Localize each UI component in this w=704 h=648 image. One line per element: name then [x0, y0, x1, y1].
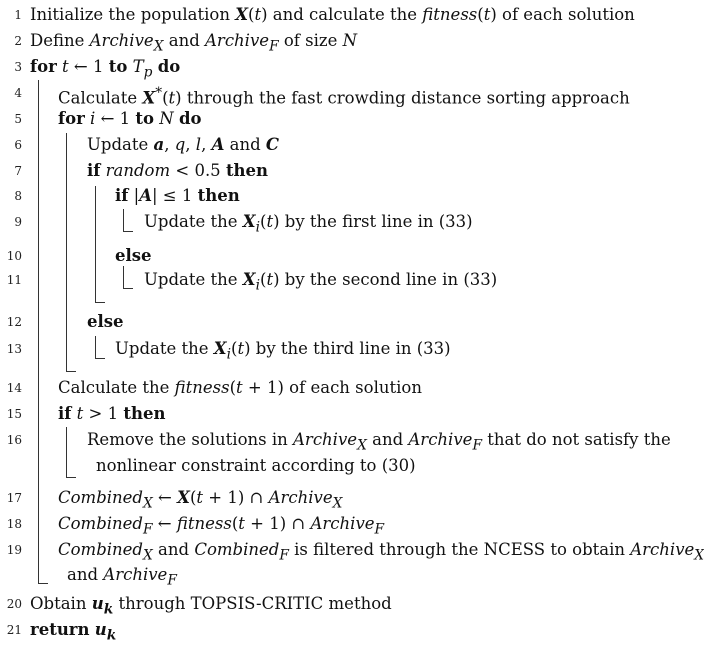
line-text: if |A| ≤ 1 then [115, 186, 240, 205]
block-end-else-inner [123, 288, 133, 289]
line-text: Update the $X_i(t)$ by the third line in (33) [115, 339, 451, 363]
line-number: 16 [6, 433, 22, 447]
line-text: Update the $X_i(t)$ by the second line in (33) [144, 270, 498, 294]
line-text: Combined$_X$ and Combined$_F$ is filtered through the NCESS to obtain Archive$_X$ [58, 540, 704, 564]
line-number: 15 [6, 407, 22, 421]
line-text: Combined$_X$ ← X(t + 1) ∩ Archive$_X$ [58, 488, 343, 512]
line-number: 20 [6, 597, 22, 611]
line-number: 2 [14, 34, 22, 48]
block-end-if-A [123, 231, 133, 232]
line-number: 10 [6, 249, 22, 263]
line-number: 21 [6, 623, 22, 637]
block-bar-if-t [66, 427, 67, 477]
block-end-if-t [66, 477, 76, 478]
line-number: 6 [14, 138, 22, 152]
line-number: 13 [6, 342, 22, 356]
line-number: 19 [6, 543, 22, 557]
line-text: Calculate the fitness(t + 1) of each solution [58, 378, 422, 397]
line-text: return $u_k$ [30, 620, 117, 644]
line-number: 4 [14, 86, 22, 100]
line-text: if random < 0.5 then [87, 161, 269, 180]
line-text: Define Archive$_X$ and Archive$_F$ of size N [30, 31, 358, 55]
line-text: Calculate X*(t) through the fast crowding distance sorting approach [58, 85, 630, 108]
line-number: 1 [14, 8, 22, 22]
line-number: 5 [14, 112, 22, 126]
line-text: for t ← 1 to $T_p$ do [30, 57, 181, 81]
block-bar-if-random [95, 186, 96, 302]
line-number: 3 [14, 60, 22, 74]
block-bar-if-A [123, 209, 124, 231]
line-number: 11 [6, 273, 22, 287]
line-text: Update the $X_i(t)$ by the first line in (33) [144, 212, 473, 236]
block-end-if-random [95, 302, 105, 303]
line-text: else [115, 246, 152, 265]
line-number: 8 [14, 189, 22, 203]
block-bar-for-i [66, 133, 67, 371]
line-text: Initialize the population X(t) and calculate the fitness(t) of each solution [30, 5, 635, 24]
line-number: 14 [6, 381, 22, 395]
block-end-else-outer [95, 358, 105, 359]
line-number: 17 [6, 491, 22, 505]
line-text: Remove the solutions in Archive$_X$ and Archive$_F$ that do not satisfy the [87, 430, 671, 454]
line-text: if t > 1 then [58, 404, 166, 423]
block-bar-for-t [38, 80, 39, 583]
line-number: 18 [6, 517, 22, 531]
block-bar-else-inner [123, 266, 124, 288]
block-end-for-i [66, 371, 76, 372]
line-text: Combined$_F$ ← fitness(t + 1) ∩ Archive$_F$ [58, 514, 385, 538]
line-text: Obtain $u_k$ through TOPSIS-CRITIC method [30, 594, 392, 618]
line-text: for i ← 1 to N do [58, 109, 202, 128]
line-number: 7 [14, 164, 22, 178]
line-text-cont: and Archive$_F$ [67, 565, 177, 589]
line-text-cont: nonlinear constraint according to (30) [96, 456, 416, 475]
line-number: 9 [14, 215, 22, 229]
line-text: else [87, 312, 124, 331]
line-text: Update a, q, l, A and C [87, 135, 280, 154]
line-number: 12 [6, 315, 22, 329]
block-end-for-t [38, 583, 48, 584]
block-bar-else-outer [95, 336, 96, 358]
